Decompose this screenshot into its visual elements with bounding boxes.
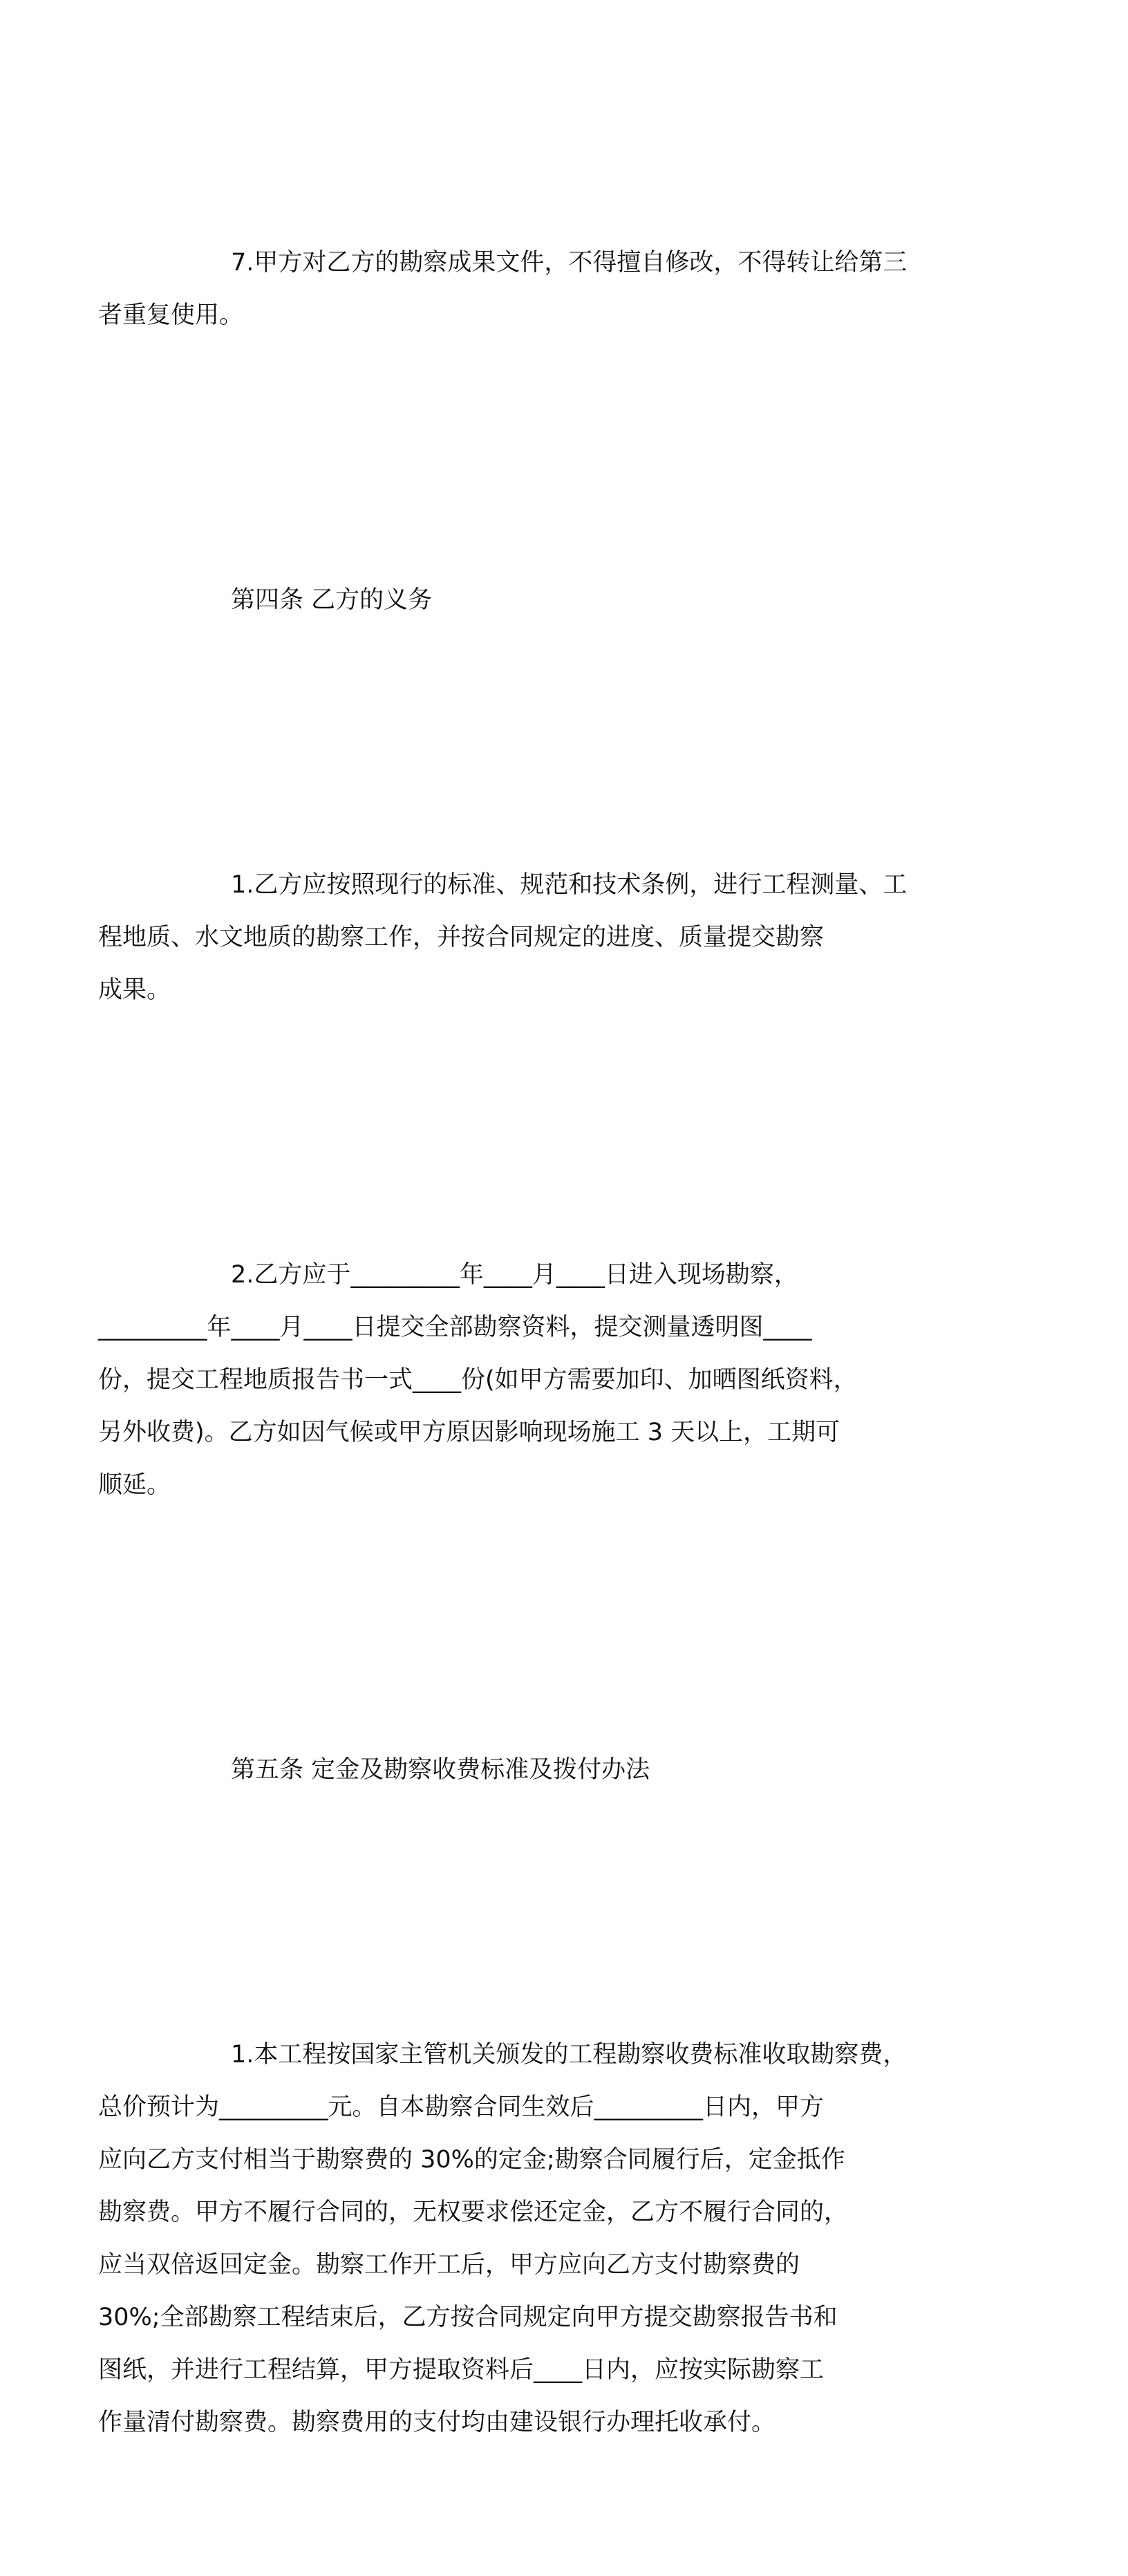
text-line: 作量清付勘察费。勘察费用的支付均由建设银行办理托收承付。 [98,2409,776,2436]
text-line: 图纸，并进行工程结算，甲方提取资料后____日内，应按实际勘察工 [98,2356,825,2384]
clause-7-paragraph [98,131,966,447]
text-line: 应向乙方支付相当于勘察费的 30%的定金;勘察合同履行后，定金抵作 [98,2146,845,2174]
document-body [98,131,966,2576]
text-line: 勘察费。甲方不履行合同的，无权要求偿还定金，乙方不履行合同的， [98,2199,849,2226]
text-line: 总价预计为_________元。自本勘察合同生效后_________日内，甲方 [98,2093,825,2121]
text-line: 顺延。 [98,1471,171,1499]
text-line: 2.乙方应于_________年____月____日进入现场勘察， [231,1261,798,1289]
text-line: 者重复使用。 [98,301,244,329]
article-4-item-1-paragraph [98,754,966,1121]
article-4-item-2-paragraph [98,1144,966,1616]
text-line: 1.本工程按国家主管机关颁发的工程勘察收费标准收取勘察费， [231,2041,908,2069]
text-line: 份，提交工程地质报告书一式____份(如甲方需要加印、加晒图纸资料， [98,1366,858,1394]
text-line: 30%;全部勘察工程结束后，乙方按合同规定向甲方提交勘察报告书和 [98,2304,838,2331]
heading-line: 第五条 定金及勘察收费标准及拨付办法 [231,1756,650,1784]
text-line: 1.乙方应按照现行的标准、规范和技术条例，进行工程测量、工 [231,871,908,899]
article-4-heading [164,469,966,731]
article-5-heading [164,1639,966,1901]
article-5-item-1-paragraph [98,1923,966,2554]
text-line: 另外收费)。乙方如因气候或甲方原因影响现场施工 3 天以上，工期可 [98,1419,840,1446]
text-line: 应当双倍返回定金。勘察工作开工后，甲方应向乙方支付勘察费的 [98,2251,800,2279]
text-line: 成果。 [98,976,171,1004]
text-line: _________年____月____日提交全部勘察资料，提交测量透明图____ [98,1314,812,1341]
text-line: 程地质、水文地质的勘察工作，并按合同规定的进度、质量提交勘察 [98,924,825,951]
heading-line: 第四条 乙方的义务 [231,586,433,614]
text-line: 7.甲方对乙方的勘察成果文件，不得擅自修改，不得转让给第三 [231,249,908,277]
